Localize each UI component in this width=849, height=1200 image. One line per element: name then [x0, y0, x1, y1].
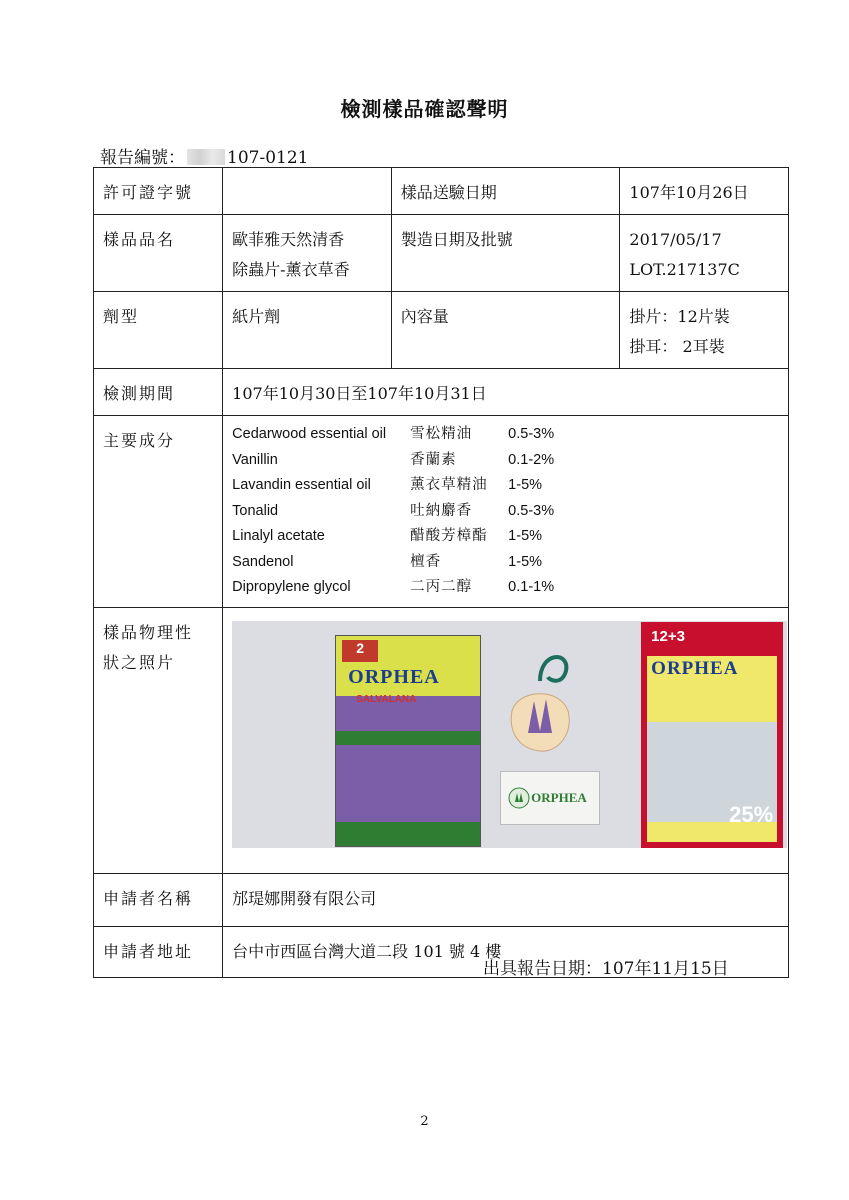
ingredient-percentage: 0.5-3%: [508, 502, 555, 519]
ingredient-english-name: Sandenol: [232, 553, 294, 570]
ingredients-cell: [223, 416, 789, 608]
ingredient-chinese-name: 醋酸芳樟酯: [410, 528, 488, 544]
ingredient-chinese-name: 二丙二醇: [410, 579, 473, 595]
ingredient-chinese-name: 吐納麝香: [410, 502, 473, 519]
content-value-line2: 掛耳： 2耳裝: [629, 337, 725, 356]
applicant-value: 邡瑅娜開發有限公司: [223, 873, 789, 926]
period-value: 107年10月30日至107年10月31日: [223, 369, 789, 416]
ingredient-row: [232, 473, 780, 499]
mfg-date: 2017/05/17: [629, 230, 722, 249]
hanger-illustration: [500, 641, 580, 761]
page-number: 2: [420, 1114, 429, 1129]
ingredient-english-name: Lavandin essential oil: [232, 477, 371, 493]
ingredient-english-name: Tonalid: [232, 502, 279, 519]
content-label: 內容量: [391, 292, 620, 369]
address-label: 申請者地址: [94, 926, 223, 977]
pack2-brand-logo: ORPHEA: [651, 657, 739, 679]
content-value: [620, 292, 789, 369]
ingredient-english-name: Dipropylene glycol: [232, 579, 351, 595]
report-number-label: 報告編號：: [100, 148, 185, 168]
name-value-line2: 除蟲片-薰衣草香: [232, 260, 350, 279]
ingredient-chinese-name: 香蘭素: [410, 451, 457, 468]
photo-label-line1: 樣品物理性: [103, 622, 194, 642]
ingredient-chinese-name: 檀香: [410, 553, 442, 570]
ingredient-percentage: 0.1-1%: [508, 579, 555, 595]
product-tag: [500, 771, 600, 825]
pack-brand-logo: ORPHEA: [348, 665, 440, 688]
mfg-label: 製造日期及批號: [391, 215, 620, 292]
product-pack-large: [641, 622, 783, 848]
ingredient-row: [232, 575, 780, 601]
address-value: 台中市西區台灣大道二段 101 號 4 樓: [223, 926, 789, 977]
tag-brand: ORPHEA: [531, 789, 587, 805]
pack-bottom-band: [336, 822, 480, 846]
photo-cell: [223, 607, 789, 873]
pack2-discount: 25%: [729, 801, 774, 827]
report-number-value: 107-0121: [227, 148, 309, 168]
form-label: 劑型: [94, 292, 223, 369]
product-pack-small: [335, 635, 481, 847]
ingredients-list: [232, 422, 780, 601]
ingredient-chinese-name: 薰衣草精油: [410, 477, 488, 493]
ingredient-row: [232, 422, 780, 448]
ingredient-row: [232, 524, 780, 550]
applicant-label: 申請者名稱: [94, 873, 223, 926]
pack2-count: 12+3: [651, 627, 685, 645]
form-value: 紙片劑: [223, 292, 392, 369]
ingredient-english-name: Vanillin: [232, 451, 278, 468]
ingredient-percentage: 1-5%: [508, 528, 543, 544]
name-value-line1: 歐菲雅天然清香: [232, 230, 345, 249]
name-label: 樣品品名: [94, 215, 223, 292]
period-label: 檢測期間: [94, 369, 223, 416]
ingredient-percentage: 0.1-2%: [508, 451, 555, 468]
ingredient-percentage: 1-5%: [508, 553, 543, 570]
mfg-lot: LOT.217137C: [629, 260, 740, 279]
ingredient-english-name: Cedarwood essential oil: [232, 426, 387, 442]
report-number: [100, 143, 308, 168]
photo-label: [94, 607, 223, 873]
pack-count-badge: 2: [342, 640, 378, 662]
photo-label-line2: 狀之照片: [103, 652, 176, 672]
permit-value: [223, 168, 392, 215]
ingredient-english-name: Linalyl acetate: [232, 528, 325, 544]
ingredient-row: [232, 448, 780, 474]
product-photo: [232, 621, 787, 848]
ingredient-percentage: 1-5%: [508, 477, 543, 493]
ingredient-row: [232, 499, 780, 525]
lavender-icon: [507, 786, 531, 810]
ingredients-label: 主要成分: [94, 416, 223, 608]
sample-confirmation-table: [93, 167, 789, 978]
pack-green-band: [336, 731, 480, 745]
redacted-mark: [187, 149, 225, 165]
document-title: 檢測樣品確認聲明: [340, 97, 509, 121]
permit-label: 許可證字號: [94, 168, 223, 215]
submit-date-value: 107年10月26日: [620, 168, 789, 215]
ingredient-percentage: 0.5-3%: [508, 426, 555, 442]
ingredient-chinese-name: 雪松精油: [410, 426, 473, 442]
name-value: [223, 215, 392, 292]
pack-subbrand: SALVALANA: [356, 693, 417, 705]
ingredient-row: [232, 550, 780, 576]
content-value-line1: 掛片：12片裝: [629, 307, 730, 326]
mfg-value: [620, 215, 789, 292]
issue-date: 出具報告日期：107年11月15日: [483, 959, 729, 979]
submit-date-label: 樣品送驗日期: [391, 168, 620, 215]
